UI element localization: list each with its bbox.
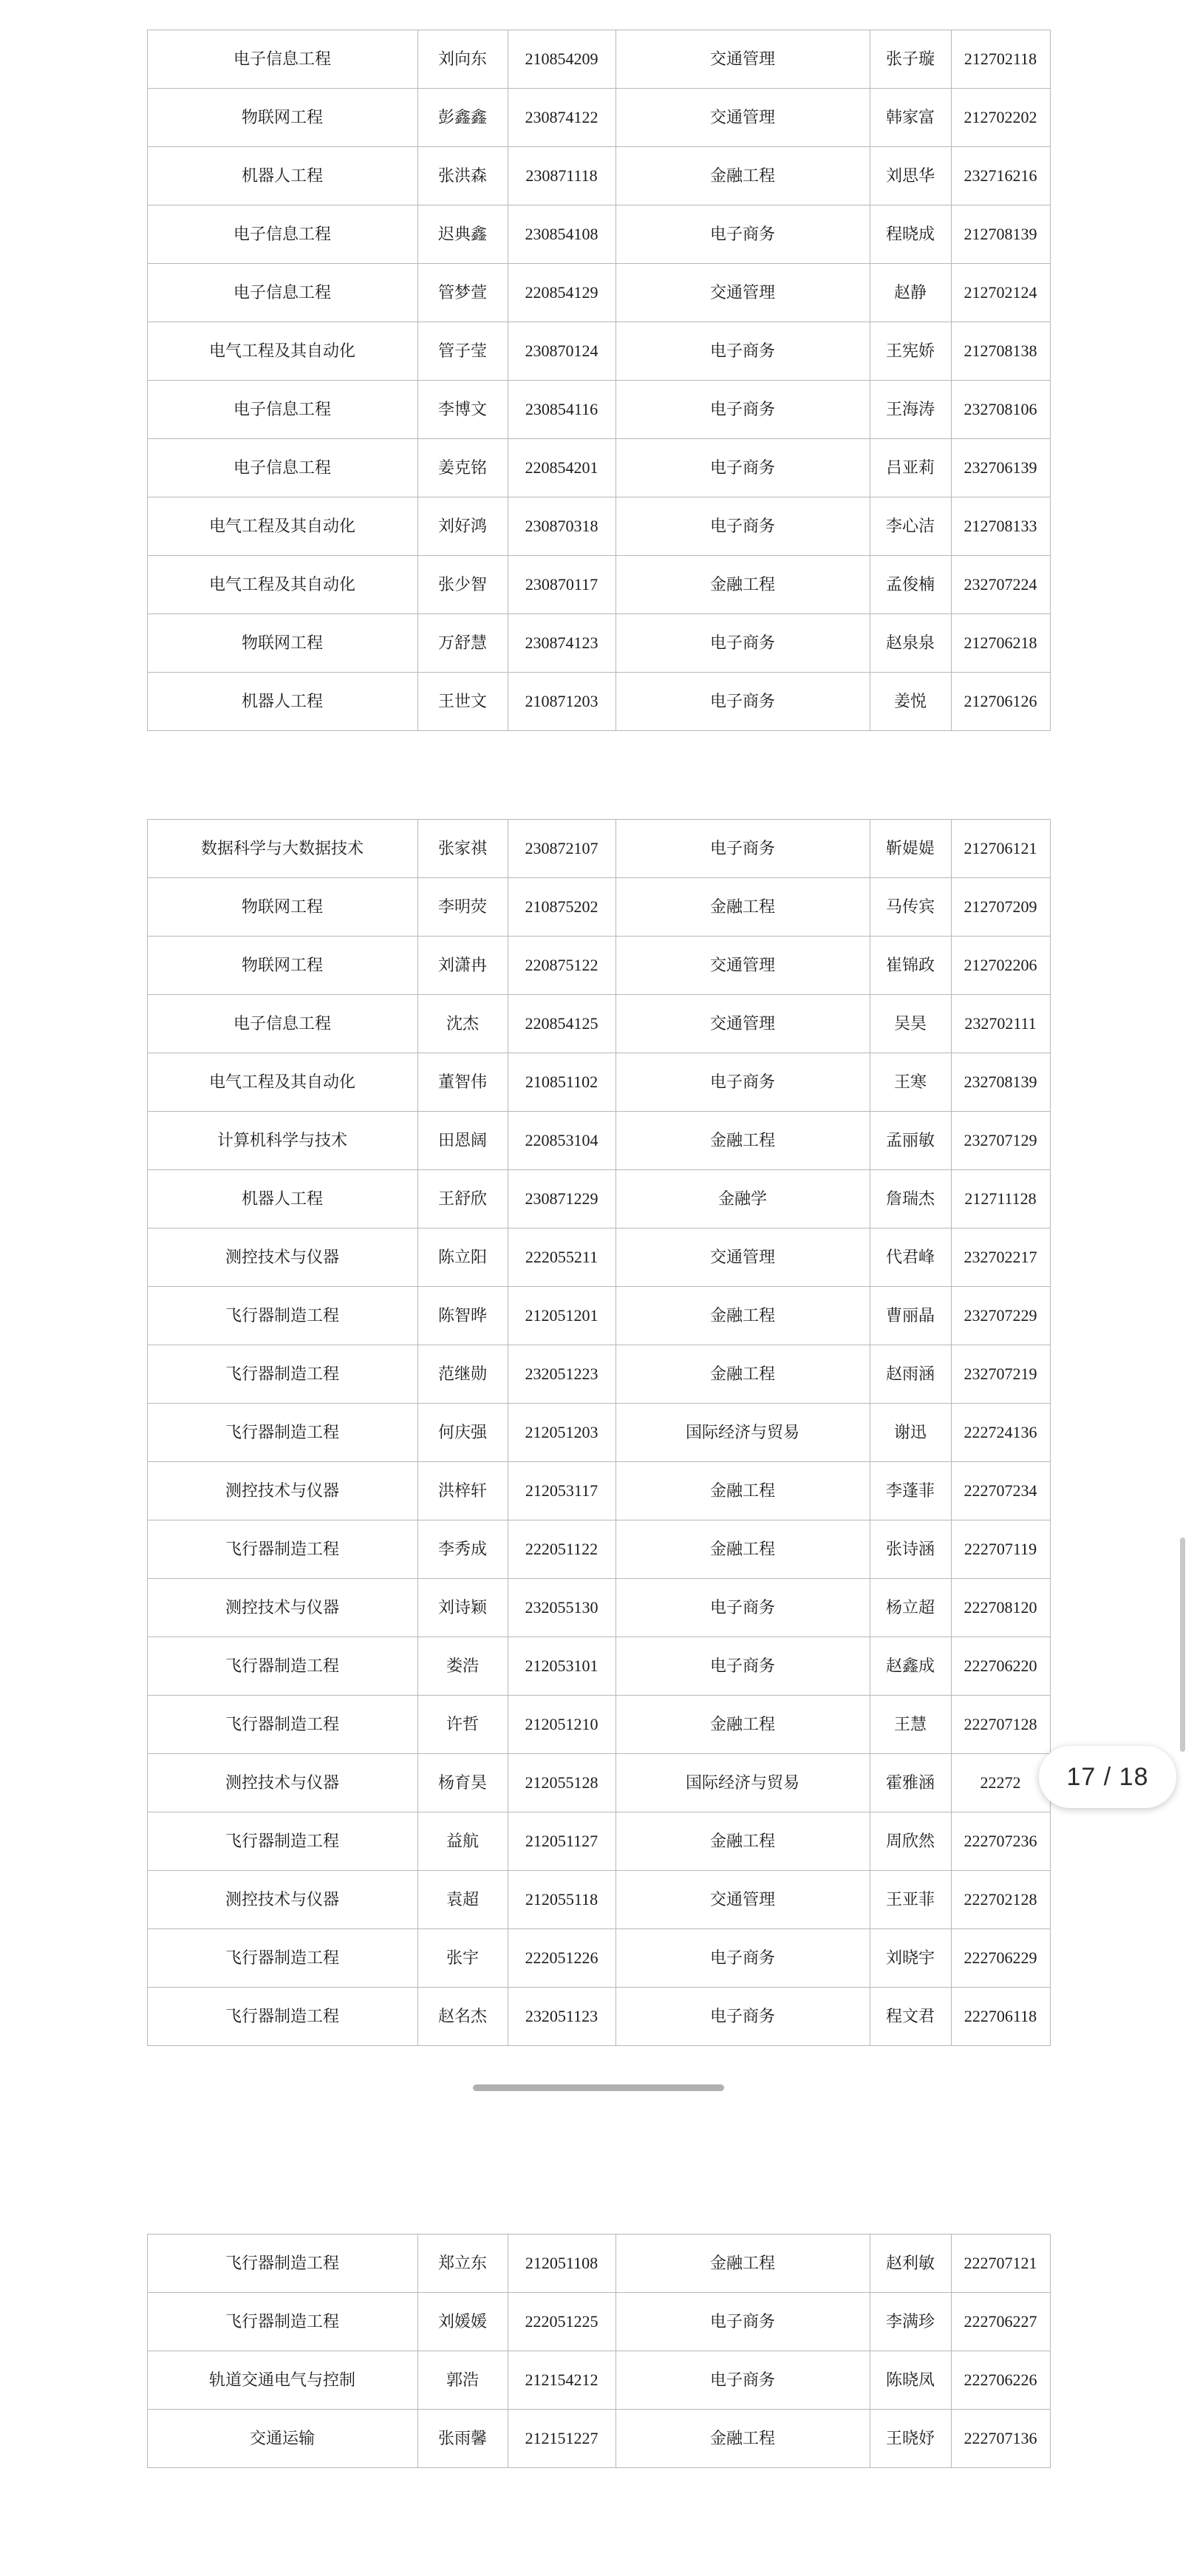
table-row [147, 439, 1050, 497]
cell-id-1: 212051203 [508, 1404, 615, 1462]
cell-id-2: 222706226 [951, 2351, 1050, 2410]
cell-id-2: 222724136 [951, 1404, 1050, 1462]
cell-major-1: 飞行器制造工程 [147, 1696, 417, 1754]
cell-id-2: 232707219 [951, 1345, 1050, 1404]
cell-id-1: 220853104 [508, 1112, 615, 1170]
cell-name-2: 刘思华 [870, 147, 951, 205]
cell-name-1: 娄浩 [417, 1637, 508, 1696]
cell-major-1: 电气工程及其自动化 [147, 1053, 417, 1112]
cell-name-2: 杨立超 [870, 1579, 951, 1637]
cell-major-1: 飞行器制造工程 [147, 1637, 417, 1696]
cell-name-2: 曹丽晶 [870, 1287, 951, 1345]
cell-id-1: 212051201 [508, 1287, 615, 1345]
cell-name-1: 郭浩 [417, 2351, 508, 2410]
cell-major-1: 物联网工程 [147, 614, 417, 673]
cell-name-2: 王亚菲 [870, 1871, 951, 1929]
cell-id-1: 222051122 [508, 1520, 615, 1579]
cell-name-1: 袁超 [417, 1871, 508, 1929]
cell-major-2: 电子商务 [615, 1579, 870, 1637]
cell-major-1: 轨道交通电气与控制 [147, 2351, 417, 2410]
cell-id-1: 212055128 [508, 1754, 615, 1812]
table-row [147, 1637, 1050, 1696]
cell-major-1: 测控技术与仪器 [147, 1871, 417, 1929]
cell-name-1: 张洪森 [417, 147, 508, 205]
cell-id-1: 220854129 [508, 264, 615, 322]
cell-major-2: 金融工程 [615, 1520, 870, 1579]
student-table-3 [147, 2234, 1051, 2468]
cell-name-2: 刘晓宇 [870, 1929, 951, 1988]
cell-id-2: 212706126 [951, 673, 1050, 731]
table-row [147, 2351, 1050, 2410]
page-indicator: 17 / 18 [1039, 1746, 1176, 1808]
table-row [147, 878, 1050, 937]
cell-id-1: 220854201 [508, 439, 615, 497]
cell-major-1: 物联网工程 [147, 89, 417, 147]
cell-major-2: 电子商务 [615, 614, 870, 673]
cell-major-1: 机器人工程 [147, 147, 417, 205]
cell-major-2: 交通管理 [615, 995, 870, 1053]
cell-major-1: 飞行器制造工程 [147, 2235, 417, 2293]
cell-id-1: 212053117 [508, 1462, 615, 1520]
cell-major-2: 电子商务 [615, 2293, 870, 2351]
cell-major-2: 国际经济与贸易 [615, 1754, 870, 1812]
cell-major-1: 测控技术与仪器 [147, 1228, 417, 1287]
table-row [147, 1871, 1050, 1929]
cell-name-2: 靳媞媞 [870, 820, 951, 878]
cell-id-1: 230870117 [508, 556, 615, 614]
cell-id-1: 232051223 [508, 1345, 615, 1404]
cell-id-2: 222706229 [951, 1929, 1050, 1988]
cell-name-2: 陈晓凤 [870, 2351, 951, 2410]
cell-name-2: 程文君 [870, 1988, 951, 2046]
cell-major-2: 交通管理 [615, 1871, 870, 1929]
cell-id-1: 210875202 [508, 878, 615, 937]
table-row [147, 1988, 1050, 2046]
cell-major-2: 金融工程 [615, 2410, 870, 2468]
cell-name-2: 谢迅 [870, 1404, 951, 1462]
cell-major-1: 电子信息工程 [147, 381, 417, 439]
table-block-2 [0, 819, 1197, 2046]
cell-id-1: 230854116 [508, 381, 615, 439]
cell-id-1: 230871118 [508, 147, 615, 205]
cell-name-2: 孟丽敏 [870, 1112, 951, 1170]
cell-major-1: 数据科学与大数据技术 [147, 820, 417, 878]
table-row [147, 1520, 1050, 1579]
cell-name-2: 王宪娇 [870, 322, 951, 381]
cell-major-2: 金融工程 [615, 147, 870, 205]
cell-major-2: 金融工程 [615, 1696, 870, 1754]
cell-name-2: 詹瑞杰 [870, 1170, 951, 1228]
vertical-scrollbar[interactable] [1180, 1537, 1185, 1752]
cell-name-1: 何庆强 [417, 1404, 508, 1462]
cell-name-2: 王海涛 [870, 381, 951, 439]
cell-id-1: 212151227 [508, 2410, 615, 2468]
cell-name-1: 管子莹 [417, 322, 508, 381]
cell-major-1: 测控技术与仪器 [147, 1579, 417, 1637]
cell-major-2: 金融工程 [615, 1112, 870, 1170]
cell-id-2: 232707129 [951, 1112, 1050, 1170]
cell-name-2: 赵雨涵 [870, 1345, 951, 1404]
cell-name-1: 管梦萱 [417, 264, 508, 322]
cell-id-1: 230872107 [508, 820, 615, 878]
cell-id-1: 230870318 [508, 497, 615, 556]
table-row [147, 673, 1050, 731]
cell-name-1: 王舒欣 [417, 1170, 508, 1228]
cell-name-2: 程晓成 [870, 205, 951, 264]
table-row [147, 497, 1050, 556]
cell-name-1: 彭鑫鑫 [417, 89, 508, 147]
cell-name-2: 周欣然 [870, 1812, 951, 1871]
cell-name-2: 崔锦政 [870, 937, 951, 995]
table-row [147, 1404, 1050, 1462]
cell-name-1: 刘向东 [417, 30, 508, 89]
cell-name-2: 马传宾 [870, 878, 951, 937]
table-row [147, 1929, 1050, 1988]
cell-name-1: 陈立阳 [417, 1228, 508, 1287]
cell-name-2: 张诗涵 [870, 1520, 951, 1579]
cell-id-1: 232055130 [508, 1579, 615, 1637]
cell-id-2: 232702111 [951, 995, 1050, 1053]
table-row [147, 1053, 1050, 1112]
cell-id-1: 220875122 [508, 937, 615, 995]
cell-name-2: 赵静 [870, 264, 951, 322]
cell-id-2: 232702217 [951, 1228, 1050, 1287]
cell-name-2: 赵利敏 [870, 2235, 951, 2293]
cell-major-2: 电子商务 [615, 820, 870, 878]
cell-id-2: 232708139 [951, 1053, 1050, 1112]
cell-major-1: 飞行器制造工程 [147, 1520, 417, 1579]
cell-name-1: 刘好鸿 [417, 497, 508, 556]
cell-id-2: 222707128 [951, 1696, 1050, 1754]
cell-id-2: 222707121 [951, 2235, 1050, 2293]
cell-name-2: 吴昊 [870, 995, 951, 1053]
cell-name-2: 赵泉泉 [870, 614, 951, 673]
cell-name-2: 李蓬菲 [870, 1462, 951, 1520]
cell-id-2: 232706139 [951, 439, 1050, 497]
cell-id-1: 230870124 [508, 322, 615, 381]
cell-id-2: 222706220 [951, 1637, 1050, 1696]
cell-major-1: 电子信息工程 [147, 439, 417, 497]
cell-name-1: 李明荧 [417, 878, 508, 937]
cell-major-2: 金融工程 [615, 1345, 870, 1404]
cell-name-1: 董智伟 [417, 1053, 508, 1112]
cell-major-2: 电子商务 [615, 439, 870, 497]
cell-name-1: 陈智晔 [417, 1287, 508, 1345]
cell-major-2: 交通管理 [615, 937, 870, 995]
cell-name-2: 李心洁 [870, 497, 951, 556]
cell-id-1: 230854108 [508, 205, 615, 264]
table-row [147, 1228, 1050, 1287]
cell-name-2: 代君峰 [870, 1228, 951, 1287]
table-row [147, 2410, 1050, 2468]
cell-major-2: 国际经济与贸易 [615, 1404, 870, 1462]
cell-major-1: 飞行器制造工程 [147, 1929, 417, 1988]
cell-name-1: 姜克铭 [417, 439, 508, 497]
cell-name-2: 王寒 [870, 1053, 951, 1112]
cell-name-2: 霍雅涵 [870, 1754, 951, 1812]
cell-name-1: 田恩阔 [417, 1112, 508, 1170]
cell-major-2: 金融工程 [615, 556, 870, 614]
table-row [147, 937, 1050, 995]
table-row [147, 1812, 1050, 1871]
cell-name-1: 刘潇冉 [417, 937, 508, 995]
cell-id-1: 222051226 [508, 1929, 615, 1988]
cell-major-2: 金融工程 [615, 1462, 870, 1520]
cell-major-2: 金融工程 [615, 1287, 870, 1345]
cell-name-1: 刘诗颖 [417, 1579, 508, 1637]
cell-name-1: 王世文 [417, 673, 508, 731]
cell-id-2: 222702128 [951, 1871, 1050, 1929]
cell-id-2: 222708120 [951, 1579, 1050, 1637]
table-row [147, 264, 1050, 322]
cell-name-1: 李秀成 [417, 1520, 508, 1579]
table-row [147, 2293, 1050, 2351]
cell-major-2: 电子商务 [615, 673, 870, 731]
cell-name-1: 张宇 [417, 1929, 508, 1988]
cell-major-1: 电子信息工程 [147, 995, 417, 1053]
cell-major-1: 电子信息工程 [147, 30, 417, 89]
cell-name-1: 郑立东 [417, 2235, 508, 2293]
cell-major-2: 电子商务 [615, 2351, 870, 2410]
cell-id-1: 212154212 [508, 2351, 615, 2410]
cell-major-2: 交通管理 [615, 89, 870, 147]
cell-name-2: 李满珍 [870, 2293, 951, 2351]
cell-id-2: 212708138 [951, 322, 1050, 381]
cell-major-2: 电子商务 [615, 322, 870, 381]
cell-major-1: 电子信息工程 [147, 264, 417, 322]
cell-name-1: 迟典鑫 [417, 205, 508, 264]
cell-id-2: 212702206 [951, 937, 1050, 995]
cell-name-2: 赵鑫成 [870, 1637, 951, 1696]
cell-id-2: 222706118 [951, 1988, 1050, 2046]
cell-major-1: 计算机科学与技术 [147, 1112, 417, 1170]
table-row [147, 2235, 1050, 2293]
cell-major-2: 交通管理 [615, 1228, 870, 1287]
cell-name-1: 张雨馨 [417, 2410, 508, 2468]
cell-name-1: 益航 [417, 1812, 508, 1871]
cell-name-1: 张少智 [417, 556, 508, 614]
cell-major-1: 飞行器制造工程 [147, 1287, 417, 1345]
cell-name-1: 范继勋 [417, 1345, 508, 1404]
cell-name-2: 孟俊楠 [870, 556, 951, 614]
cell-id-2: 222706227 [951, 2293, 1050, 2351]
table-row [147, 205, 1050, 264]
cell-id-2: 212708139 [951, 205, 1050, 264]
cell-major-2: 电子商务 [615, 1637, 870, 1696]
cell-id-1: 210854209 [508, 30, 615, 89]
cell-id-2: 232708106 [951, 381, 1050, 439]
cell-major-1: 机器人工程 [147, 673, 417, 731]
cell-major-2: 金融学 [615, 1170, 870, 1228]
cell-id-2: 232707229 [951, 1287, 1050, 1345]
cell-major-1: 飞行器制造工程 [147, 1404, 417, 1462]
cell-id-1: 222051225 [508, 2293, 615, 2351]
cell-id-2: 212708133 [951, 497, 1050, 556]
cell-name-2: 王慧 [870, 1696, 951, 1754]
table-row [147, 1345, 1050, 1404]
cell-id-2: 212702118 [951, 30, 1050, 89]
cell-id-2: 222707136 [951, 2410, 1050, 2468]
table-block-3 [0, 2234, 1197, 2468]
cell-major-1: 电气工程及其自动化 [147, 322, 417, 381]
cell-id-1: 212051210 [508, 1696, 615, 1754]
cell-major-1: 物联网工程 [147, 937, 417, 995]
student-table-2 [147, 819, 1051, 2046]
table-row [147, 820, 1050, 878]
cell-id-1: 222055211 [508, 1228, 615, 1287]
cell-major-1: 交通运输 [147, 2410, 417, 2468]
table-row [147, 147, 1050, 205]
table-block-1 [0, 30, 1197, 731]
cell-id-2: 222707119 [951, 1520, 1050, 1579]
cell-name-2: 王晓妤 [870, 2410, 951, 2468]
cell-id-2: 212706121 [951, 820, 1050, 878]
cell-id-2: 212702202 [951, 89, 1050, 147]
cell-major-1: 测控技术与仪器 [147, 1754, 417, 1812]
table-row [147, 381, 1050, 439]
table-row [147, 1754, 1050, 1812]
cell-major-1: 飞行器制造工程 [147, 1345, 417, 1404]
cell-major-1: 电气工程及其自动化 [147, 497, 417, 556]
cell-major-1: 飞行器制造工程 [147, 1988, 417, 2046]
cell-name-1: 张家祺 [417, 820, 508, 878]
cell-name-1: 刘媛媛 [417, 2293, 508, 2351]
cell-major-2: 电子商务 [615, 205, 870, 264]
cell-id-2: 212711128 [951, 1170, 1050, 1228]
cell-name-1: 万舒慧 [417, 614, 508, 673]
cell-id-1: 212051108 [508, 2235, 615, 2293]
cell-id-1: 230871229 [508, 1170, 615, 1228]
table-row [147, 1696, 1050, 1754]
table-row [147, 30, 1050, 89]
cell-name-1: 洪梓轩 [417, 1462, 508, 1520]
cell-major-2: 交通管理 [615, 30, 870, 89]
cell-name-1: 赵名杰 [417, 1988, 508, 2046]
cell-name-1: 李博文 [417, 381, 508, 439]
cell-name-1: 沈杰 [417, 995, 508, 1053]
cell-id-2: 212707209 [951, 878, 1050, 937]
cell-id-1: 212055118 [508, 1871, 615, 1929]
cell-major-2: 交通管理 [615, 264, 870, 322]
cell-major-1: 飞行器制造工程 [147, 1812, 417, 1871]
cell-major-2: 电子商务 [615, 497, 870, 556]
cell-major-2: 金融工程 [615, 1812, 870, 1871]
cell-id-1: 212053101 [508, 1637, 615, 1696]
table-row [147, 1112, 1050, 1170]
cell-id-2: 232716216 [951, 147, 1050, 205]
cell-id-1: 210851102 [508, 1053, 615, 1112]
cell-id-2: 212702124 [951, 264, 1050, 322]
table-row [147, 1170, 1050, 1228]
table-row [147, 1579, 1050, 1637]
cell-name-2: 姜悦 [870, 673, 951, 731]
cell-name-1: 许哲 [417, 1696, 508, 1754]
cell-major-2: 电子商务 [615, 1929, 870, 1988]
table-row [147, 1287, 1050, 1345]
cell-major-1: 物联网工程 [147, 878, 417, 937]
table-row [147, 1462, 1050, 1520]
table-row [147, 614, 1050, 673]
cell-major-1: 飞行器制造工程 [147, 2293, 417, 2351]
cell-major-2: 电子商务 [615, 1988, 870, 2046]
cell-id-2: 222707234 [951, 1462, 1050, 1520]
cell-id-1: 230874122 [508, 89, 615, 147]
cell-major-1: 机器人工程 [147, 1170, 417, 1228]
cell-id-1: 220854125 [508, 995, 615, 1053]
cell-major-2: 电子商务 [615, 381, 870, 439]
cell-name-2: 张子璇 [870, 30, 951, 89]
cell-major-1: 测控技术与仪器 [147, 1462, 417, 1520]
cell-id-2: 222707236 [951, 1812, 1050, 1871]
cell-id-2: 212706218 [951, 614, 1050, 673]
cell-major-2: 金融工程 [615, 2235, 870, 2293]
cell-id-1: 232051123 [508, 1988, 615, 2046]
page-separator [473, 2084, 724, 2091]
table-row [147, 322, 1050, 381]
cell-major-1: 电气工程及其自动化 [147, 556, 417, 614]
cell-id-2: 22272 [951, 1754, 1050, 1812]
table-row [147, 556, 1050, 614]
cell-name-2: 吕亚莉 [870, 439, 951, 497]
cell-name-1: 杨育昊 [417, 1754, 508, 1812]
cell-id-1: 212051127 [508, 1812, 615, 1871]
cell-name-2: 韩家富 [870, 89, 951, 147]
cell-id-2: 232707224 [951, 556, 1050, 614]
cell-major-2: 金融工程 [615, 878, 870, 937]
cell-id-1: 210871203 [508, 673, 615, 731]
cell-id-1: 230874123 [508, 614, 615, 673]
table-row [147, 89, 1050, 147]
cell-major-2: 电子商务 [615, 1053, 870, 1112]
student-table-1 [147, 30, 1051, 731]
cell-major-1: 电子信息工程 [147, 205, 417, 264]
table-row [147, 995, 1050, 1053]
